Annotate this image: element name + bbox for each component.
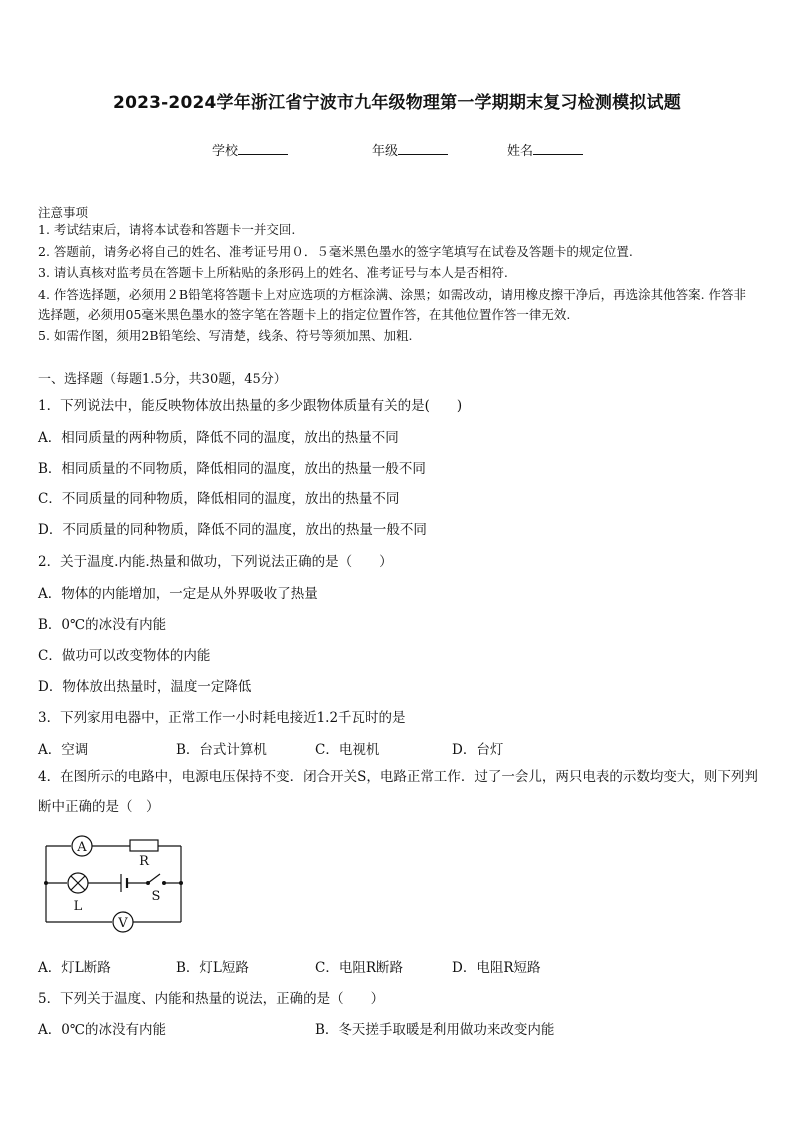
q3-option-c: C．电视机 (315, 742, 380, 758)
q4-option-a: A．灯L断路 (38, 960, 111, 976)
note-item: 3. 请认真核对监考员在答题卡上所粘贴的条形码上的姓名、准考证号与本人是否相符. (38, 265, 508, 280)
ammeter-label: A (77, 840, 87, 855)
lamp-label: L (73, 899, 83, 914)
junction-dot (179, 881, 183, 885)
q1-option-d: D．不同质量的同种物质，降低不同的温度，放出的热量一般不同 (38, 522, 427, 538)
note-item: 5. 如需作图，须用2B铅笔绘、写清楚，线条、符号等须加黑、加粗. (38, 328, 413, 343)
name-blank[interactable] (533, 142, 583, 155)
q5-option-a: A．0℃的冰没有内能 (38, 1022, 166, 1038)
switch-pivot-dot (146, 881, 150, 885)
q2-option-a: A．物体的内能增加，一定是从外界吸收了热量 (38, 586, 318, 602)
name-label: 姓名 (507, 144, 534, 159)
q4-option-b: B．灯L短路 (176, 960, 249, 976)
grade-blank[interactable] (398, 142, 448, 155)
q1-option-c: C．不同质量的同种物质，降低相同的温度，放出的热量不同 (38, 491, 400, 507)
q3-option-b: B．台式计算机 (176, 742, 267, 758)
q1-option-b: B．相同质量的不同物质，降低相同的温度，放出的热量一般不同 (38, 461, 426, 477)
resistor-symbol (130, 840, 158, 851)
q4-option-d: D．电阻R短路 (452, 960, 541, 976)
name-field (507, 140, 583, 159)
school-blank[interactable] (238, 142, 288, 155)
grade-field (372, 140, 448, 159)
junction-dot (44, 881, 48, 885)
note-item: 4. 作答选择题，必须用２B铅笔将答题卡上对应选项的方框涂满、涂黑；如需改动，请用橡皮擦干净后，再选涂其他答案. 作答非选择题，必须用05毫米黑色墨水的签字笔在答题卡上的指定位置作答，在其他位置作答一律无效. (38, 287, 747, 322)
notes-heading: 注意事项 (38, 205, 89, 220)
q3-stem: 3．下列家用电器中，正常工作一小时耗电接近1.2千瓦时的是 (38, 710, 406, 726)
switch-contact-dot (162, 881, 166, 885)
q2-option-c: C．做功可以改变物体的内能 (38, 648, 211, 664)
q4-option-c: C．电阻R断路 (315, 960, 403, 976)
q4-stem: 4．在图所示的电路中，电源电压保持不变．闭合开关S，电路正常工作．过了一会儿，两只电表的示数均变大，则下列判断中正确的是（ ） (38, 769, 758, 815)
q2-stem: 2．关于温度.内能.热量和做功，下列说法正确的是（ ） (38, 554, 393, 570)
q3-option-d: D．台灯 (452, 742, 504, 758)
q3-option-a: A．空调 (38, 742, 89, 758)
q1-stem: 1．下列说法中，能反映物体放出热量的多少跟物体质量有关的是( ) (38, 398, 463, 414)
q2-option-d: D．物体放出热量时，温度一定降低 (38, 679, 252, 695)
resistor-label: R (139, 854, 149, 869)
q5-stem: 5．下列关于温度、内能和热量的说法，正确的是（ ） (38, 991, 385, 1007)
school-label: 学校 (212, 144, 239, 159)
exam-title: 2023-2024学年浙江省宁波市九年级物理第一学期期末复习检测模拟试题 (113, 93, 681, 113)
q1-option-a: A．相同质量的两种物质，降低不同的温度，放出的热量不同 (38, 430, 399, 446)
school-field (212, 140, 288, 159)
note-item: 1. 考试结束后，请将本试卷和答题卡一并交回. (38, 222, 296, 237)
circuit-diagram (38, 832, 188, 937)
q5-option-b: B．冬天搓手取暖是利用做功来改变内能 (315, 1022, 555, 1038)
switch-label: S (151, 889, 161, 904)
switch-blade (148, 874, 160, 883)
grade-label: 年级 (372, 144, 399, 159)
note-item: 2. 答题前，请务必将自己的姓名、准考证号用０．５毫米黑色墨水的签字笔填写在试卷及答题卡的规定位置. (38, 244, 633, 259)
section-heading: 一、选择题（每题1.5分，共30题，45分） (38, 372, 287, 387)
voltmeter-label: V (118, 916, 128, 931)
q2-option-b: B．0℃的冰没有内能 (38, 617, 167, 633)
